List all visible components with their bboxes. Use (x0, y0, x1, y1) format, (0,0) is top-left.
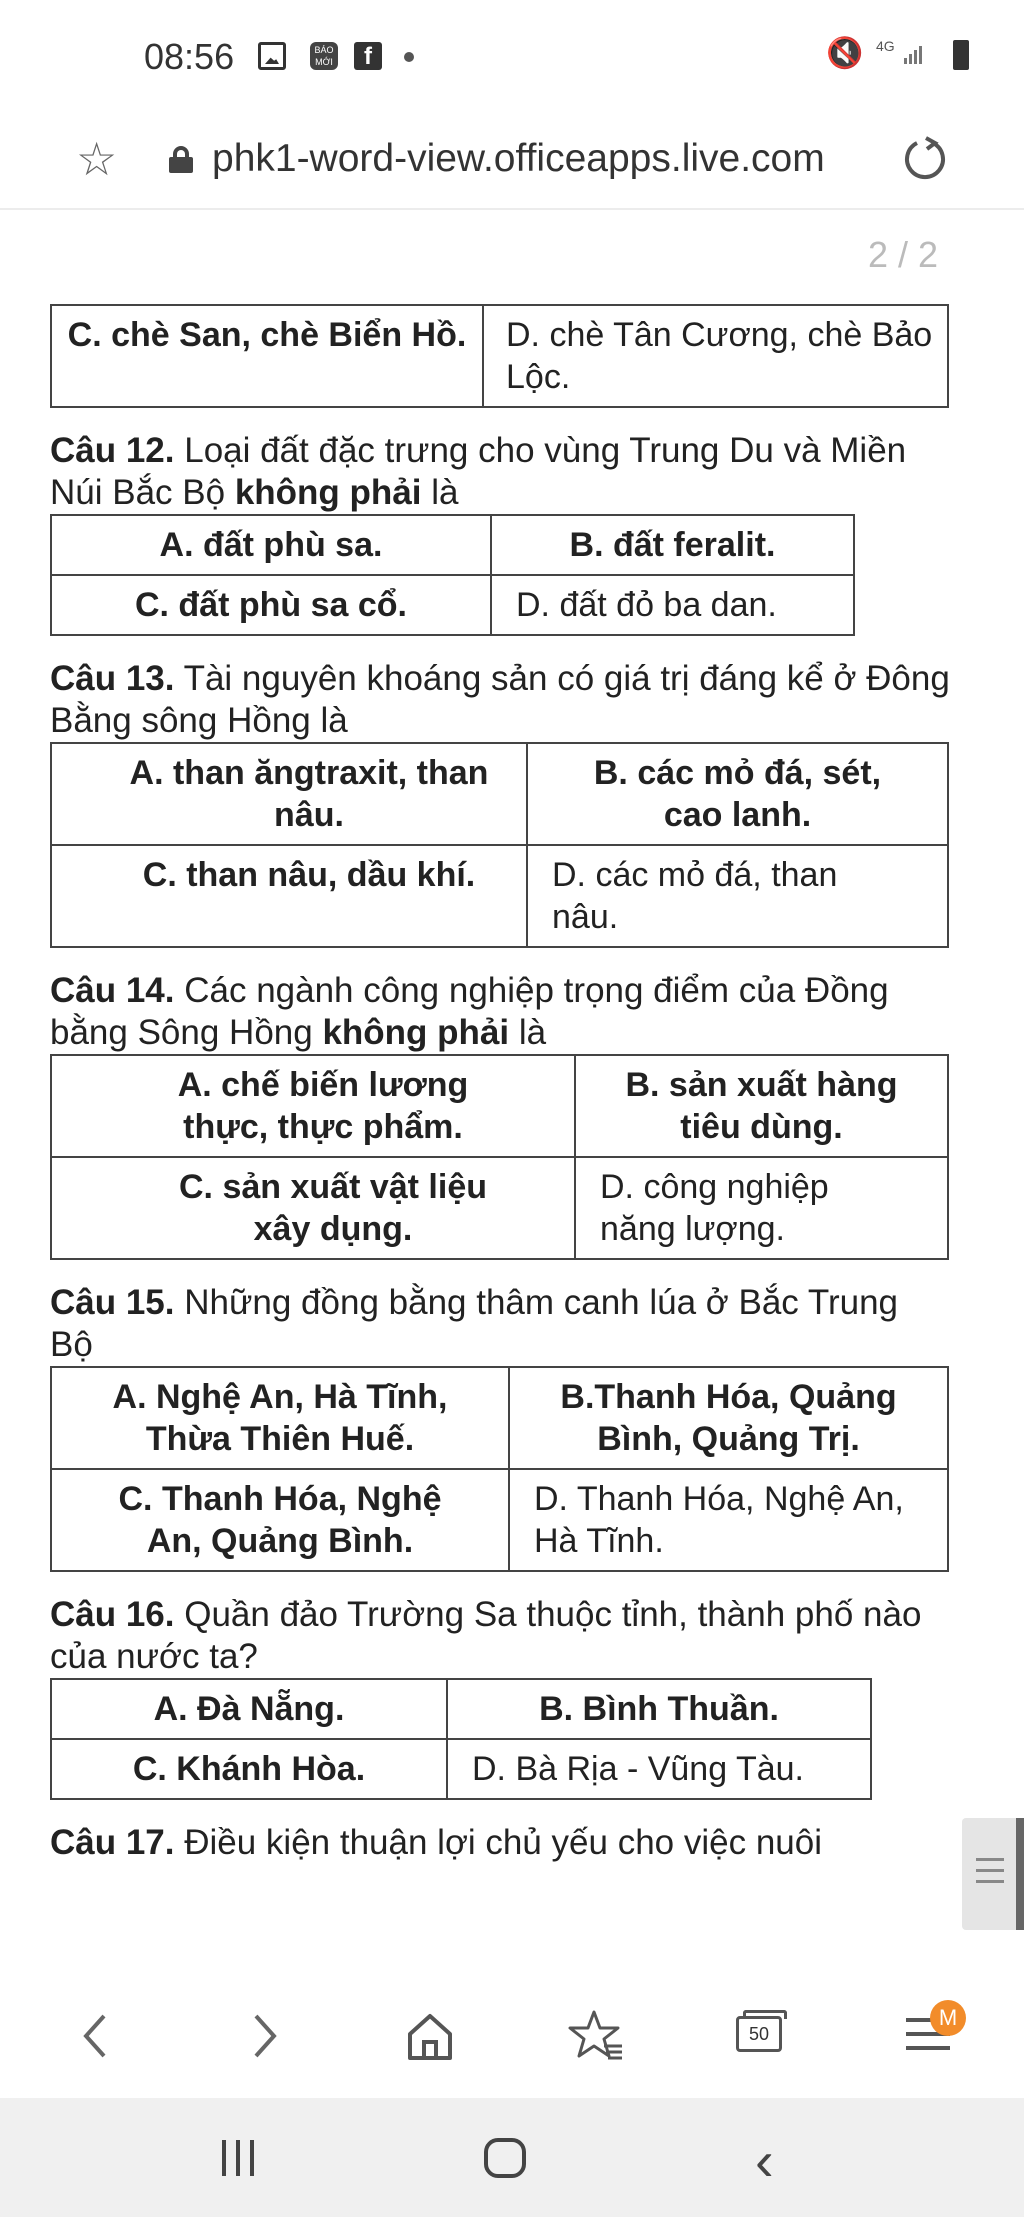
tabs-icon[interactable]: 50 (736, 2016, 782, 2052)
system-home-icon[interactable] (484, 2138, 526, 2178)
q12-option-a: A. đất phù sa. (51, 515, 491, 575)
bookmarks-icon[interactable] (566, 2006, 626, 2066)
home-icon[interactable] (400, 2006, 460, 2066)
q14-option-a: A. chế biến lương thực, thực phẩm. (51, 1055, 575, 1157)
q13-options-table (50, 742, 949, 948)
network-type-label: 4G (876, 38, 895, 54)
q13-option-b: B. các mỏ đá, sét, cao lanh. (527, 743, 948, 845)
q14-tail: là (509, 1013, 547, 1052)
menu-badge: M (930, 2000, 966, 2036)
q12-option-d: D. đất đỏ ba dan. (491, 575, 854, 635)
q15-label: Câu 15. (50, 1283, 175, 1322)
q14-option-c: C. sản xuất vật liệu xây dụng. (51, 1157, 575, 1259)
q17-text: Điều kiện thuận lợi chủ yếu cho việc nuôi (174, 1823, 822, 1862)
browser-address-bar (0, 110, 1024, 210)
q11-options-table (50, 304, 949, 408)
scroll-handle-grip-icon (976, 1858, 1004, 1891)
back-arrow-icon[interactable] (66, 2006, 126, 2066)
lock-icon[interactable] (168, 146, 194, 172)
gallery-notification-icon (258, 42, 286, 70)
q15-option-d: D. Thanh Hóa, Nghệ An, Hà Tĩnh. (509, 1469, 948, 1571)
signal-bars-icon (904, 46, 924, 64)
facebook-notification-icon: f (354, 42, 382, 70)
q15-option-b: B.Thanh Hóa, Quảng Bình, Quảng Trị. (509, 1367, 948, 1469)
q14-text: Các ngành công nghiệp trọng điểm của Đồng bằng Sông Hồng (50, 971, 889, 1052)
status-bar (0, 0, 1024, 110)
browser-bottom-nav (0, 1986, 1024, 2086)
more-notifications-dot-icon (404, 52, 414, 62)
q14-options-table (50, 1054, 949, 1260)
q13-label: Câu 13. (50, 659, 175, 698)
question-16 (50, 1594, 950, 1678)
q15-option-c: C. Thanh Hóa, Nghệ An, Quảng Bình. (51, 1469, 509, 1571)
q17-label: Câu 17. (50, 1823, 175, 1862)
q13-option-d: D. các mỏ đá, than nâu. (527, 845, 948, 947)
question-14 (50, 970, 950, 1054)
q12-option-b: B. đất feralit. (491, 515, 854, 575)
q12-text: Loại đất đặc trưng cho vùng Trung Du và Miền Núi Bắc Bộ (50, 431, 907, 512)
battery-icon (953, 40, 969, 70)
question-15 (50, 1282, 950, 1366)
status-time: 08:56 (144, 36, 235, 77)
q15-option-a: A. Nghệ An, Hà Tĩnh, Thừa Thiên Huế. (51, 1367, 509, 1469)
url-text[interactable]: phk1-word-view.officeapps.live.com (212, 137, 825, 180)
q16-option-b: B. Bình Thuần. (447, 1679, 871, 1739)
bao-moi-notification-icon: BÁO MỚI (310, 42, 338, 70)
q16-text: Quần đảo Trường Sa thuộc tỉnh, thành phố nào của nước ta? (50, 1595, 922, 1676)
system-back-icon[interactable]: ‹ (755, 2129, 774, 2192)
q12-label: Câu 12. (50, 431, 175, 470)
forward-arrow-icon[interactable] (234, 2006, 294, 2066)
q12-emphasis: không phải (234, 473, 422, 512)
question-17 (50, 1822, 950, 1864)
q14-label: Câu 14. (50, 971, 175, 1010)
q14-option-d: D. công nghiệp năng lượng. (575, 1157, 948, 1259)
q15-options-table (50, 1366, 949, 1572)
scroll-handle-edge (1016, 1818, 1024, 1930)
system-nav-bar (0, 2098, 1024, 2217)
q16-option-d: D. Bà Rịa - Vũng Tàu. (447, 1739, 871, 1799)
q12-option-c: C. đất phù sa cổ. (51, 575, 491, 635)
q14-option-b: B. sản xuất hàng tiêu dùng. (575, 1055, 948, 1157)
q13-option-a: A. than ăngtraxit, than nâu. (51, 743, 527, 845)
question-13 (50, 658, 950, 742)
q15-text: Những đồng bằng thâm canh lúa ở Bắc Trung Bộ (50, 1283, 899, 1364)
q14-emphasis: không phải (322, 1013, 510, 1052)
q12-tail: là (421, 473, 459, 512)
recent-apps-icon[interactable] (222, 2140, 264, 2181)
question-12 (50, 430, 950, 514)
reload-icon[interactable] (900, 134, 950, 184)
q11-option-c: C. chè San, chè Biển Hồ. (51, 305, 483, 407)
q12-options-table (50, 514, 855, 636)
q16-label: Câu 16. (50, 1595, 175, 1634)
mute-icon: 🔇 (826, 37, 864, 70)
bookmark-star-icon[interactable]: ☆ (76, 133, 118, 185)
scroll-handle[interactable] (962, 1818, 1024, 1930)
q13-option-c: C. than nâu, dầu khí. (51, 845, 527, 947)
q16-option-c: C. Khánh Hòa. (51, 1739, 447, 1799)
q16-options-table (50, 1678, 872, 1800)
signal-icon (876, 38, 940, 66)
page-counter: 2 / 2 (868, 234, 939, 275)
document-content (50, 304, 950, 1864)
q13-text: Tài nguyên khoáng sản có giá trị đáng kể ở Đông Bằng sông Hồng là (50, 659, 950, 740)
q11-option-d: D. chè Tân Cương, chè Bảo Lộc. (483, 305, 948, 407)
q16-option-a: A. Đà Nẵng. (51, 1679, 447, 1739)
